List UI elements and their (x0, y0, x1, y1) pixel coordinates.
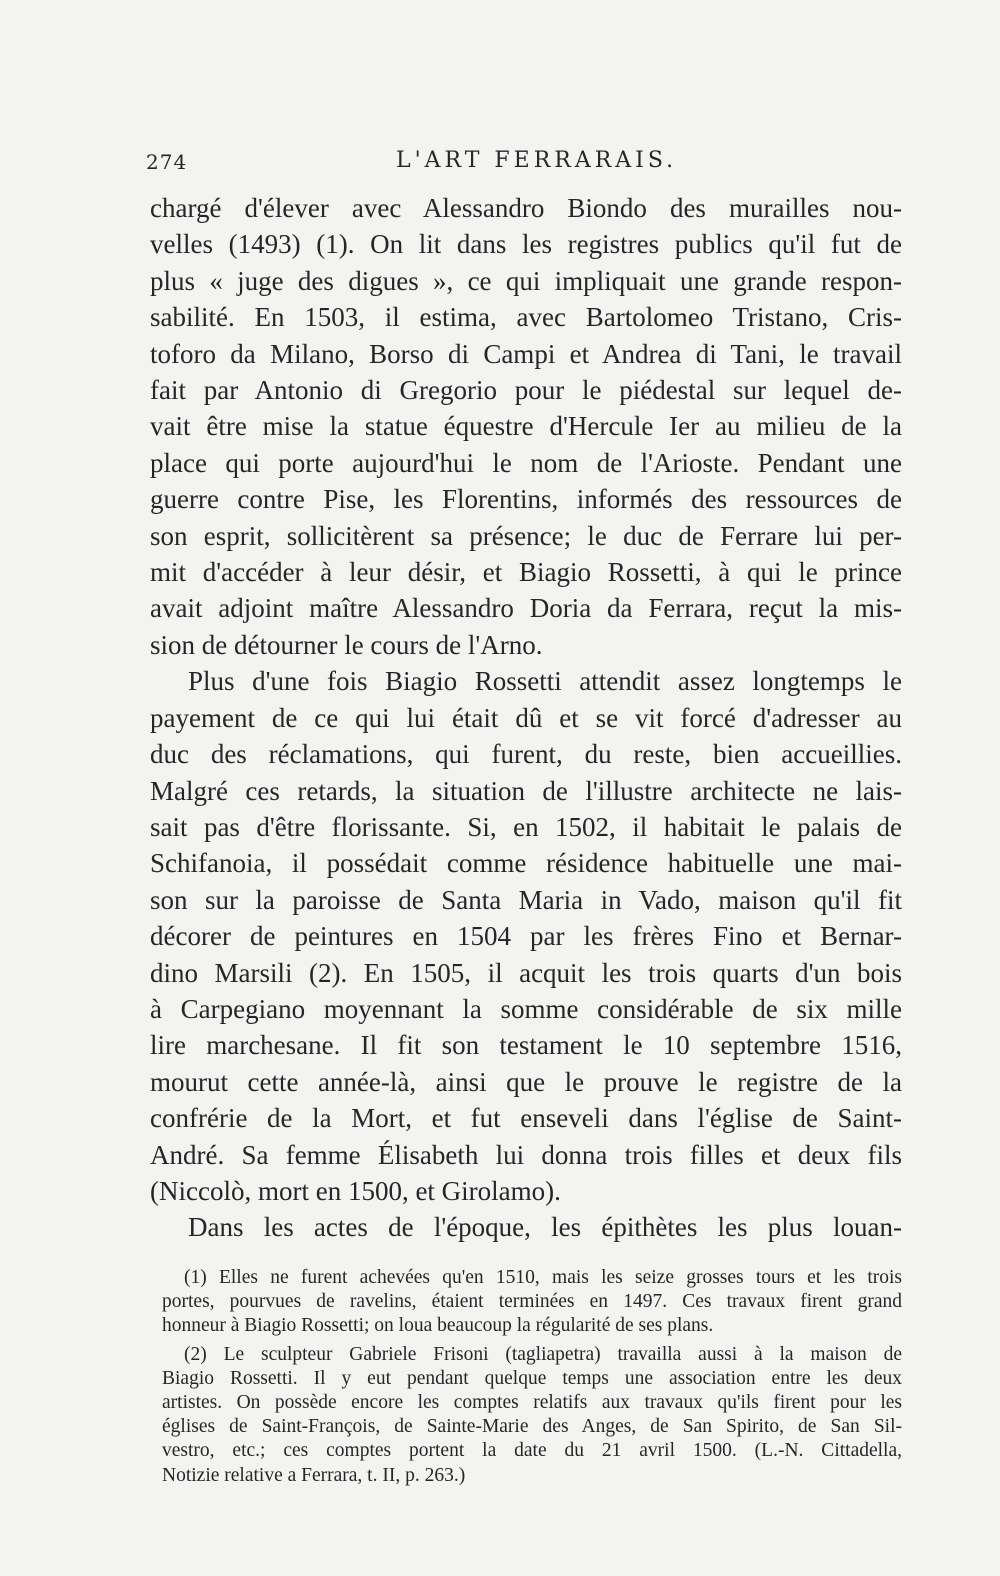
text-line: à Carpegiano moyennant la somme considérable de six mille (150, 993, 902, 1024)
footnote-2 (162, 1343, 902, 1488)
footnote-line: vestro, etc.; ces comptes portent la date du 21 avril 1500. (L.-N. Cittadella, (162, 1440, 902, 1462)
footnote-line: artistes. On possède encore les comptes relatifs aux travaux qu'ils firent pour les (162, 1392, 902, 1414)
footnote-line: Notizie relative a Ferrara, t. II, p. 263.) (162, 1464, 466, 1486)
body-text (150, 190, 902, 1246)
text-line: vait être mise la statue équestre d'Hercule Ier au milieu de la (150, 411, 902, 442)
text-line: mit d'accéder à leur désir, et Biagio Rossetti, à qui le prince (150, 557, 902, 588)
text-line: sait pas d'être florissante. Si, en 1502, il habitait le palais de (150, 811, 902, 842)
text-line: chargé d'élever avec Alessandro Biondo des murailles nou- (150, 193, 902, 223)
page-header (146, 148, 906, 178)
footnotes (162, 1266, 902, 1492)
text-line: son sur la paroisse de Santa Maria in Vado, maison qu'il fit (150, 884, 902, 915)
text-line: mourut cette année-là, ainsi que le prouve le registre de la (150, 1066, 902, 1097)
footnote-line: portes, pourvues de ravelins, étaient terminées en 1497. Ces travaux firent grand (162, 1291, 902, 1313)
paragraph (150, 190, 902, 663)
text-line: sion de détourner le cours de l'Arno. (150, 629, 543, 660)
footnote-line: Biagio Rossetti. Il y eut pendant quelque temps une association entre les deux (162, 1367, 902, 1389)
text-line: lire marchesane. Il fit son testament le 10 septembre 1516, (150, 1030, 902, 1061)
text-line: Malgré ces retards, la situation de l'illustre architecte ne lais- (150, 775, 902, 806)
text-line: place qui porte aujourd'hui le nom de l'Arioste. Pendant une (150, 447, 902, 478)
text-line: décorer de peintures en 1504 par les frères Fino et Bernar- (150, 921, 902, 952)
text-line: Dans les actes de l'époque, les épithètes les plus louan- (188, 1212, 902, 1243)
footnote-line: églises de Saint-François, de Sainte-Marie des Anges, de San Spirito, de San Sil- (162, 1416, 902, 1438)
text-line: son esprit, sollicitèrent sa présence; le duc de Ferrare lui per- (150, 520, 902, 551)
text-line: payement de ce qui lui était dû et se vit forcé d'adresser au (150, 702, 902, 733)
text-line: (Niccolò, mort en 1500, et Girolamo). (150, 1175, 561, 1206)
text-line: dino Marsili (2). En 1505, il acquit les trois quarts d'un bois (150, 957, 902, 988)
paragraph (150, 1209, 902, 1245)
text-line: avait adjoint maître Alessandro Doria da Ferrara, reçut la mis- (150, 593, 902, 624)
footnote-line: (1) Elles ne furent achevées qu'en 1510, mais les seize grosses tours et les trois (184, 1267, 902, 1288)
text-line: guerre contre Pise, les Florentins, informés des ressources de (150, 484, 902, 515)
text-line: confrérie de la Mort, et fut enseveli dans l'église de Saint- (150, 1103, 902, 1134)
text-line: André. Sa femme Élisabeth lui donna trois filles et deux fils (150, 1139, 902, 1170)
paragraph (150, 663, 902, 1209)
text-line: fait par Antonio di Gregorio pour le piédestal sur lequel de- (150, 375, 902, 406)
text-line: Plus d'une fois Biagio Rossetti attendit assez longtemps le (188, 666, 902, 697)
running-title: L'ART FERRARAIS. (396, 148, 678, 173)
text-line: plus « juge des digues », ce qui impliquait une grande respon- (150, 265, 902, 296)
text-line: velles (1493) (1). On lit dans les registres publics qu'il fut de (150, 229, 902, 260)
footnote-1 (162, 1266, 902, 1339)
text-line: toforo da Milano, Borso di Campi et Andrea di Tani, le travail (150, 338, 902, 369)
footnote-line: (2) Le sculpteur Gabriele Frisoni (tagliapetra) travailla aussi à la maison de (184, 1343, 902, 1365)
text-line: duc des réclamations, qui furent, du reste, bien accueillies. (150, 739, 902, 770)
text-line: sabilité. En 1503, il estima, avec Bartolomeo Tristano, Cris- (150, 302, 902, 333)
page-number: 274 (146, 150, 188, 174)
footnote-line: honneur à Biagio Rossetti; on loua beaucoup la régularité de ses plans. (162, 1315, 714, 1337)
text-line: Schifanoia, il possédait comme résidence habituelle une mai- (150, 848, 902, 879)
